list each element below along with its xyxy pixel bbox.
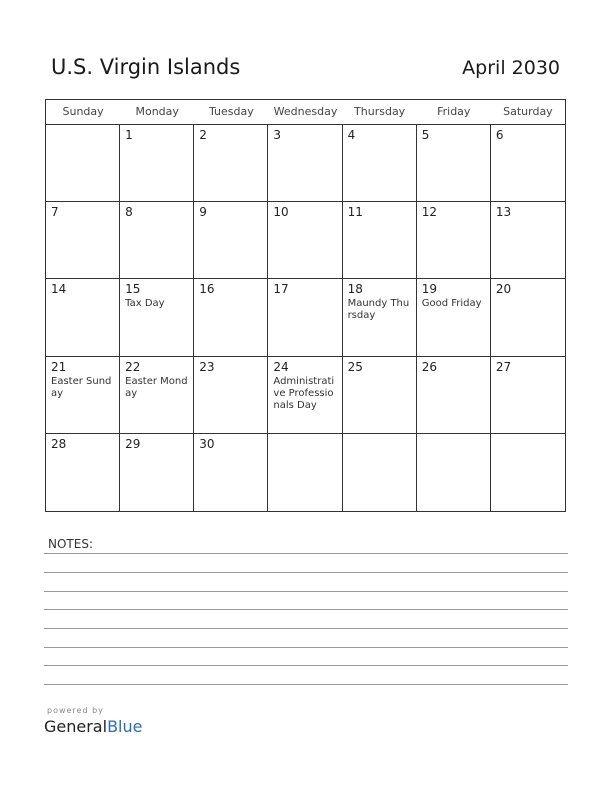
day-number: 18 [347, 282, 363, 297]
day-number: 16 [199, 282, 215, 297]
day-number: 19 [421, 282, 437, 297]
day-cell [268, 357, 342, 434]
day-cell [120, 279, 194, 356]
holiday-label: Good Friday [421, 298, 482, 310]
day-number: 8 [125, 205, 133, 220]
day-cell [343, 434, 417, 511]
day-cell [46, 202, 120, 279]
day-cell [268, 125, 342, 202]
weekday-label: Saturday [503, 105, 553, 118]
weekday-label: Friday [437, 105, 471, 118]
day-cell [120, 357, 194, 434]
day-cell [268, 279, 342, 356]
holiday-label: Maundy Thursday [347, 298, 410, 322]
day-number: 5 [421, 128, 430, 142]
day-number: 21 [51, 359, 67, 374]
day-number: 10 [273, 205, 289, 220]
month-label: April 2030 [462, 57, 560, 79]
day-number: 28 [51, 436, 67, 451]
day-number: 25 [347, 359, 363, 374]
notes-line [44, 553, 568, 554]
notes-line [44, 572, 568, 573]
brand-blue: Blue [107, 717, 143, 736]
powered-by-text: powered by [47, 706, 104, 715]
day-number: 30 [199, 436, 215, 451]
day-number: 23 [199, 359, 215, 374]
day-cell [120, 202, 194, 279]
day-number: 3 [273, 128, 282, 142]
day-cell [194, 434, 268, 511]
day-cell [120, 434, 194, 511]
day-number: 1 [125, 128, 133, 142]
weekday-label: Thursday [354, 105, 406, 118]
notes-label: NOTES: [48, 537, 93, 551]
day-number: 17 [273, 282, 289, 297]
day-number: 24 [273, 359, 289, 374]
day-cell [194, 357, 268, 434]
notes-line [44, 665, 568, 666]
day-cell [417, 357, 491, 434]
weekday-label: Monday [135, 105, 179, 118]
weekday-label: Wednesday [273, 105, 338, 118]
day-cell [268, 202, 342, 279]
brand-general: General [44, 717, 108, 736]
notes-line [44, 647, 568, 648]
day-number: 29 [125, 436, 141, 451]
calendar-title: U.S. Virgin Islands [51, 55, 241, 79]
holiday-label: Tax Day [125, 298, 165, 310]
day-cell [343, 357, 417, 434]
day-number: 9 [199, 205, 207, 220]
day-number: 15 [125, 282, 141, 297]
brand-logo [44, 717, 142, 736]
day-number: 12 [421, 205, 437, 220]
day-cell [417, 279, 491, 356]
day-cell [491, 125, 565, 202]
day-cell [194, 202, 268, 279]
day-cell [268, 434, 342, 511]
day-number: 22 [125, 359, 141, 374]
notes-line [44, 591, 568, 592]
holiday-label: Administrative Professionals Day [273, 375, 335, 411]
day-number: 20 [495, 282, 512, 297]
notes-line [44, 628, 568, 629]
weekday-label: Sunday [62, 105, 104, 118]
day-cell [343, 202, 417, 279]
day-number: 2 [199, 128, 207, 142]
weekday-label: Tuesday [208, 105, 254, 118]
day-cell [343, 125, 417, 202]
day-number: 6 [495, 128, 504, 142]
day-number: 7 [51, 205, 59, 220]
day-cell [120, 125, 194, 202]
holiday-label: Easter Monday [125, 375, 188, 399]
calendar-grid [45, 99, 566, 512]
day-cell [46, 434, 120, 511]
day-cell [417, 202, 491, 279]
day-cell [417, 125, 491, 202]
day-cell [194, 125, 268, 202]
day-cell [343, 279, 417, 356]
weekday-header [46, 100, 565, 125]
day-number: 26 [421, 359, 437, 374]
day-cell [491, 202, 565, 279]
day-number: 11 [347, 205, 363, 220]
day-cells [46, 125, 565, 511]
day-cell [491, 434, 565, 511]
day-cell [46, 357, 120, 434]
notes-line [44, 609, 568, 610]
day-cell [491, 279, 565, 356]
day-number: 13 [495, 205, 512, 220]
notes-line [44, 684, 568, 685]
day-cell [417, 434, 491, 511]
day-cell [194, 279, 268, 356]
day-cell [46, 125, 120, 202]
holiday-label: Easter Sunday [51, 375, 112, 399]
day-number: 14 [51, 282, 67, 297]
day-number: 27 [495, 359, 512, 374]
day-number: 4 [347, 128, 356, 142]
day-cell [46, 279, 120, 356]
day-cell [491, 357, 565, 434]
